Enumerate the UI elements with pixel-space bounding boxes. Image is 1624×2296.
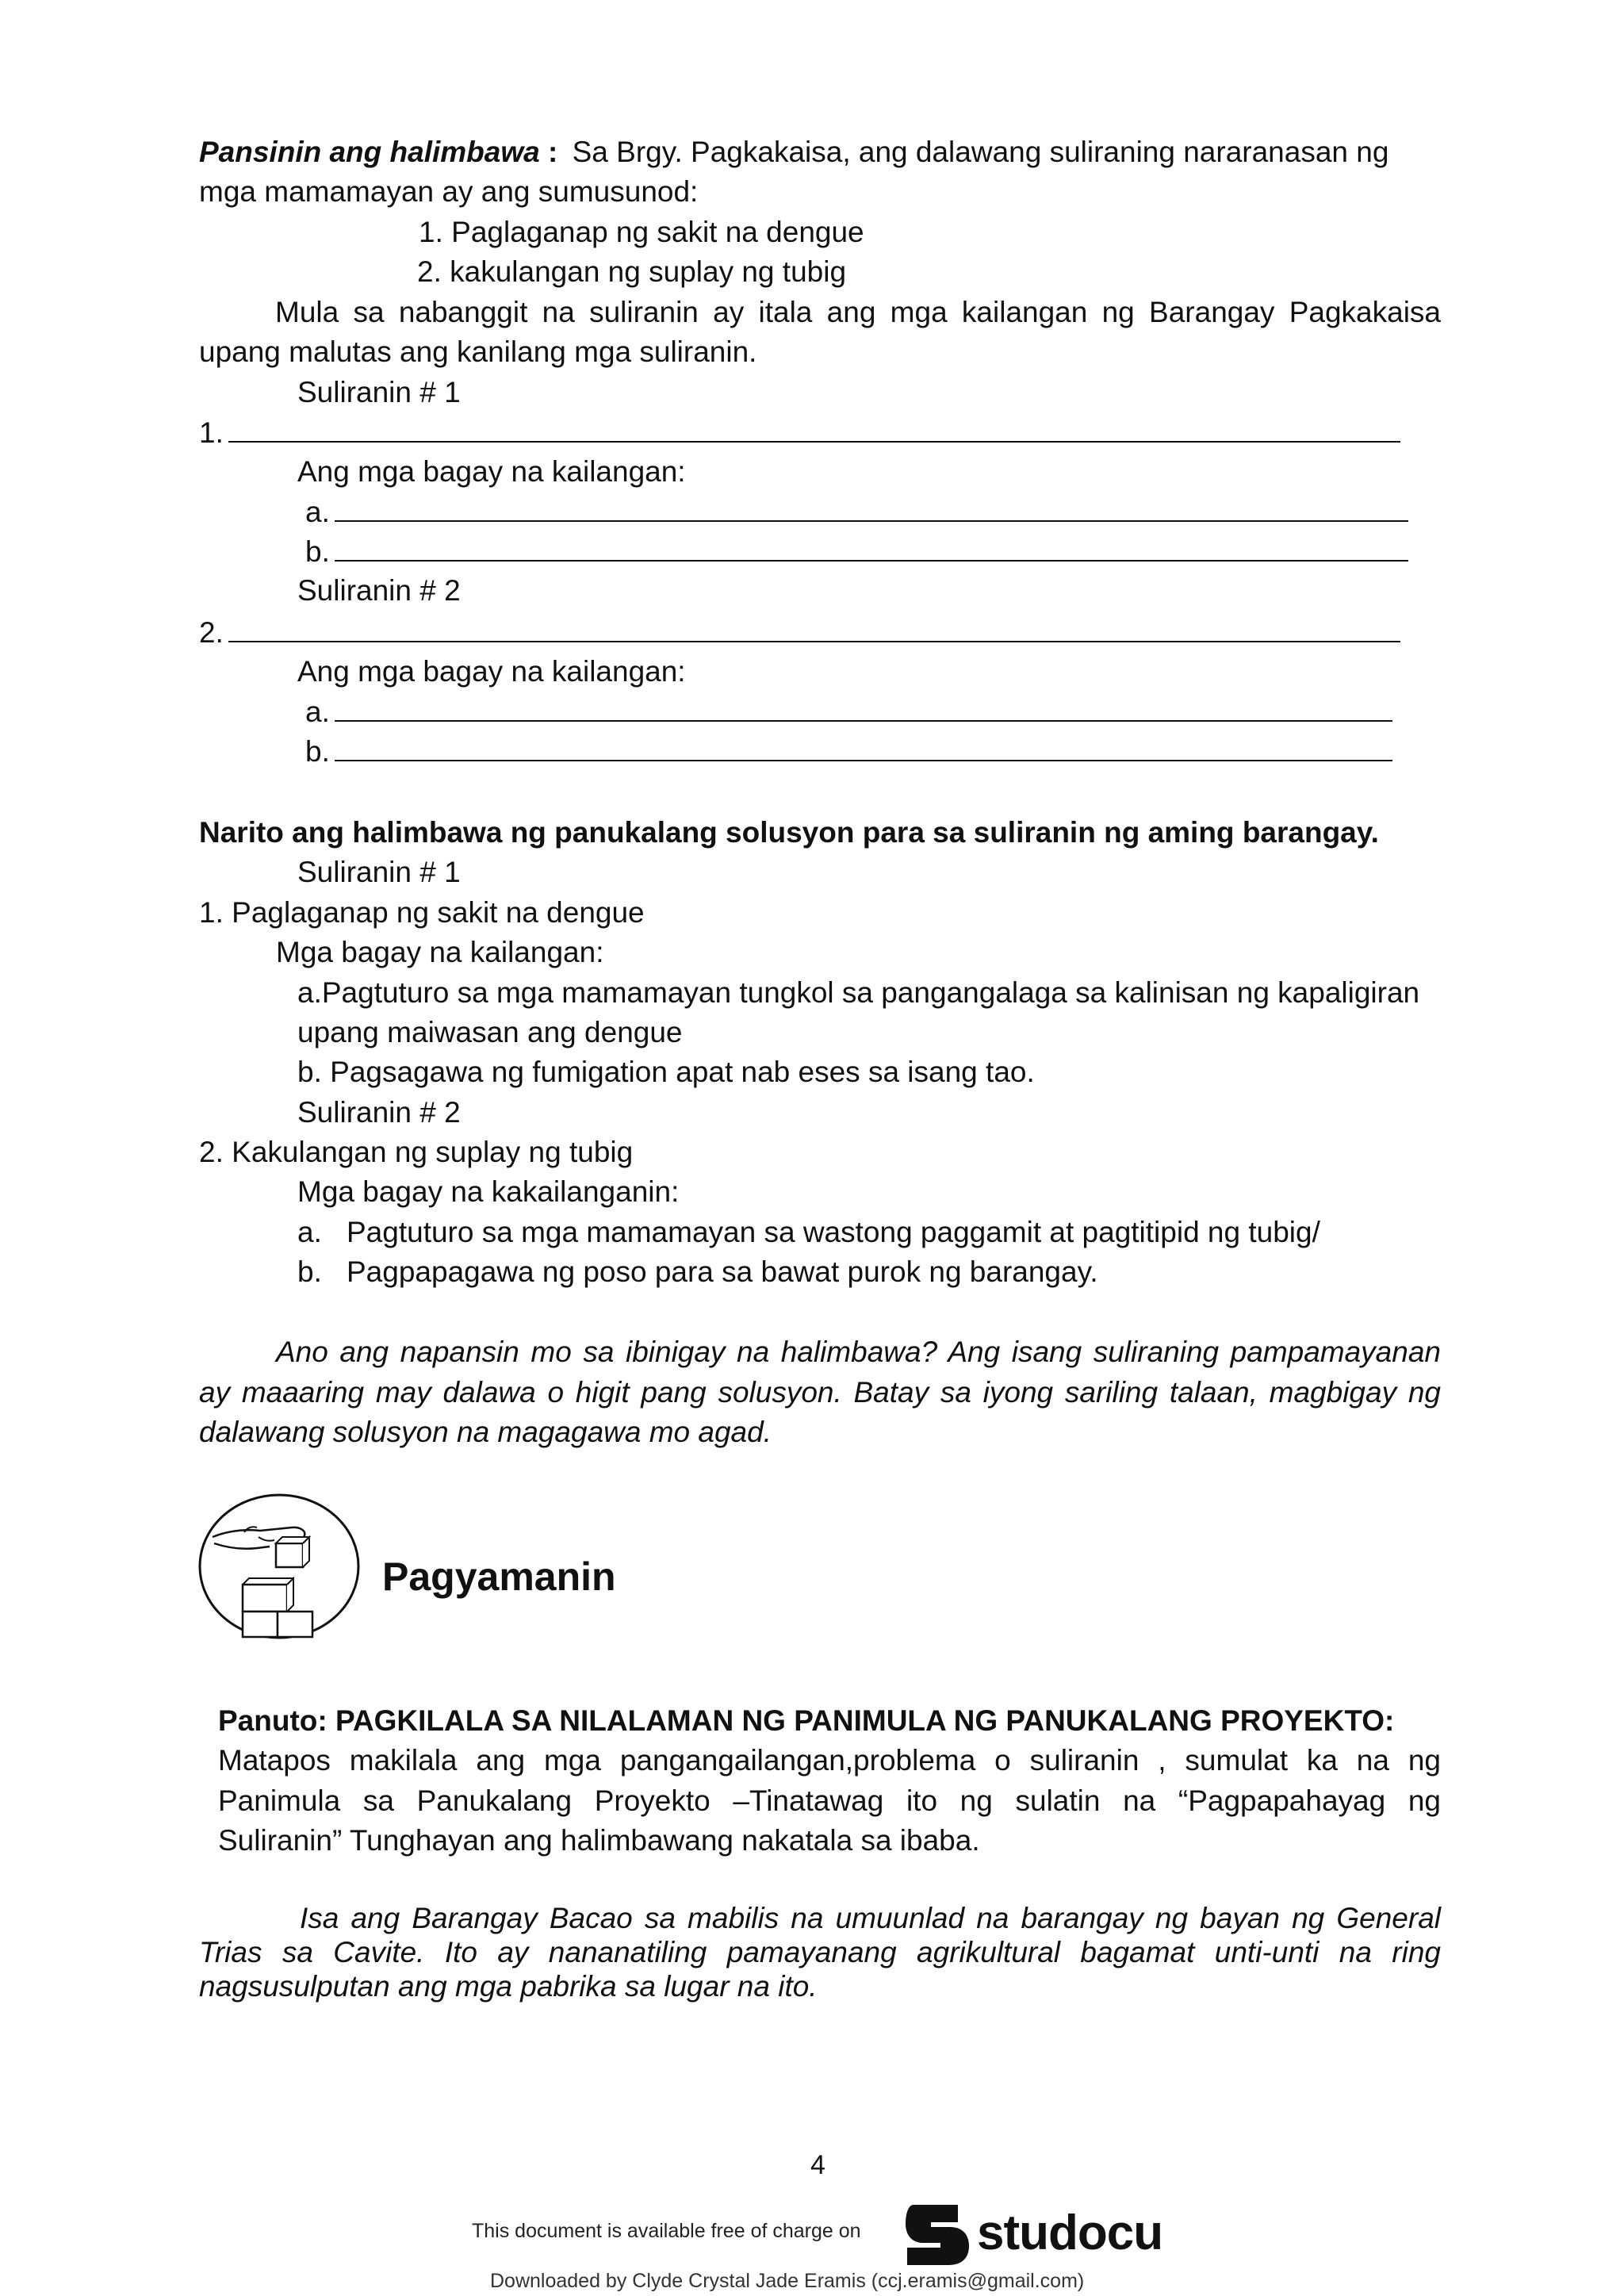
worksheet-item2 [199,612,1400,653]
example-s1-a-line1: a.Pagtuturo sa mga mamamayan tungkol sa pangangalaga sa kalinisan ng kapaligiran [297,976,1420,1009]
intro-problem-1: 1. Paglaganap ng sakit na dengue [419,216,864,248]
worksheet-item1 [199,412,1400,453]
page-number: 4 [810,2150,825,2180]
answer-blank-item1-b[interactable] [335,531,1408,562]
worksheet-needs-label-1: Ang mga bagay na kailangan: [297,455,686,488]
worksheet-item1-b [305,531,1408,572]
example-s2-label: Suliranin # 2 [297,1096,461,1129]
worksheet-item1-a-letter: a. [305,496,330,528]
intro-instruction-line2: upang malutas ang kanilang mga suliranin. [199,335,757,368]
example-s2-b-text: Pagpapagawa ng poso para sa bawat purok ng barangay. [347,1255,1098,1288]
answer-blank-item2[interactable] [228,612,1400,642]
intro-lead-rest: Sa Brgy. Pagkakaisa, ang dalawang suliraning nararanasan ng [572,136,1389,168]
intro-line2: mga mamamayan ay ang sumusunod: [199,175,699,208]
downloaded-by: Downloaded by Clyde Crystal Jade Eramis (ccj.eramis@gmail.com) [490,2270,1085,2292]
passage-line2: Trias sa Cavite. Ito ay nananatiling pamayanang agrikultural bagamat unti-unti na ring [199,1936,1441,1968]
worksheet-item1-number: 1. [199,416,224,449]
example-s2-b-letter: b. [297,1255,322,1288]
worksheet-item1-b-letter: b. [305,535,330,568]
panuto-heading: Panuto: PAGKILALA SA NILALAMAN NG PANIMULA NG PANUKALANG PROYEKTO: [218,1704,1395,1737]
worksheet-suliranin1-label: Suliranin # 1 [297,376,461,408]
intro-lead: Pansinin ang halimbawa [199,136,540,168]
answer-blank-item1[interactable] [228,412,1400,443]
worksheet-item1-a [305,492,1408,532]
worksheet-needs-label-2: Ang mga bagay na kailangan: [297,655,686,688]
intro-instruction-line1: Mula sa nabanggit na suliranin ay itala ang mga kailangan ng Barangay Pagkakaisa [275,296,1441,328]
passage-line1: Isa ang Barangay Bacao sa mabilis na umuunlad na barangay ng bayan ng General [300,1902,1441,1934]
example-heading: Narito ang halimbawa ng panukalang solusyon para sa suliranin ng aming barangay. [199,816,1379,849]
studocu-brand[interactable]: studocu [977,2206,1163,2260]
intro-problem-2: 2. kakulangan ng suplay ng tubig [417,255,847,288]
example-s1-title: 1. Paglaganap ng sakit na dengue [199,896,645,929]
worksheet-item2-a-letter: a. [305,696,330,728]
example-s1-b: b. Pagsagawa ng fumigation apat nab eses sa isang tao. [297,1056,1035,1088]
answer-blank-item1-a[interactable] [335,492,1408,522]
panuto-line1: Matapos makilala ang mga pangangailangan,problema o suliranin , sumulat ka na ng [218,1744,1441,1777]
panuto-line3: Suliranin” Tunghayan ang halimbawang nakatala sa ibaba. [218,1824,980,1857]
worksheet-item2-b [305,731,1392,772]
worksheet-item2-number: 2. [199,616,224,649]
answer-blank-item2-a[interactable] [335,692,1392,722]
example-s1-needs: Mga bagay na kailangan: [276,936,604,968]
available-text: This document is available free of charge on [472,2220,861,2242]
example-s2-needs: Mga bagay na kakailanganin: [297,1175,680,1208]
reflection-line3: dalawang solusyon na magagawa mo agad. [199,1416,772,1448]
worksheet-item2-a [305,692,1392,732]
panuto-line2: Panimula sa Panukalang Proyekto –Tinatawag ito ng sulatin na “Pagpapahayag ng [218,1784,1441,1817]
studocu-logo-icon[interactable] [902,2200,974,2268]
reflection-line1: Ano ang napansin mo sa ibinigay na halimbawa? Ang isang suliraning pampamayanan [276,1336,1441,1368]
pagyamanin-icon [197,1491,363,1642]
section-title: Pagyamanin [382,1554,616,1599]
example-s1-label: Suliranin # 1 [297,856,461,888]
example-s2-a-text: Pagtuturo sa mga mamamayan sa wastong paggamit at pagtitipid ng tubig/ [347,1216,1320,1248]
worksheet-item2-b-letter: b. [305,735,330,768]
example-s1-a-line2: upang maiwasan ang dengue [297,1016,683,1048]
intro-first-line [199,132,1388,172]
example-s2-title: 2. Kakulangan ng suplay ng tubig [199,1136,634,1168]
intro-colon: : [539,136,566,168]
example-s2-b [297,1252,1098,1292]
example-s2-a-letter: a. [297,1216,322,1248]
answer-blank-item2-b[interactable] [335,731,1392,761]
worksheet-suliranin2-label: Suliranin # 2 [297,574,461,607]
passage-line3: nagsusulputan ang mga pabrika sa lugar na ito. [199,1970,818,2003]
reflection-line2: ay maaaring may dalawa o higit pang solusyon. Batay sa iyong sariling talaan, magbigay ng [199,1376,1441,1409]
example-s2-a [297,1213,1320,1252]
